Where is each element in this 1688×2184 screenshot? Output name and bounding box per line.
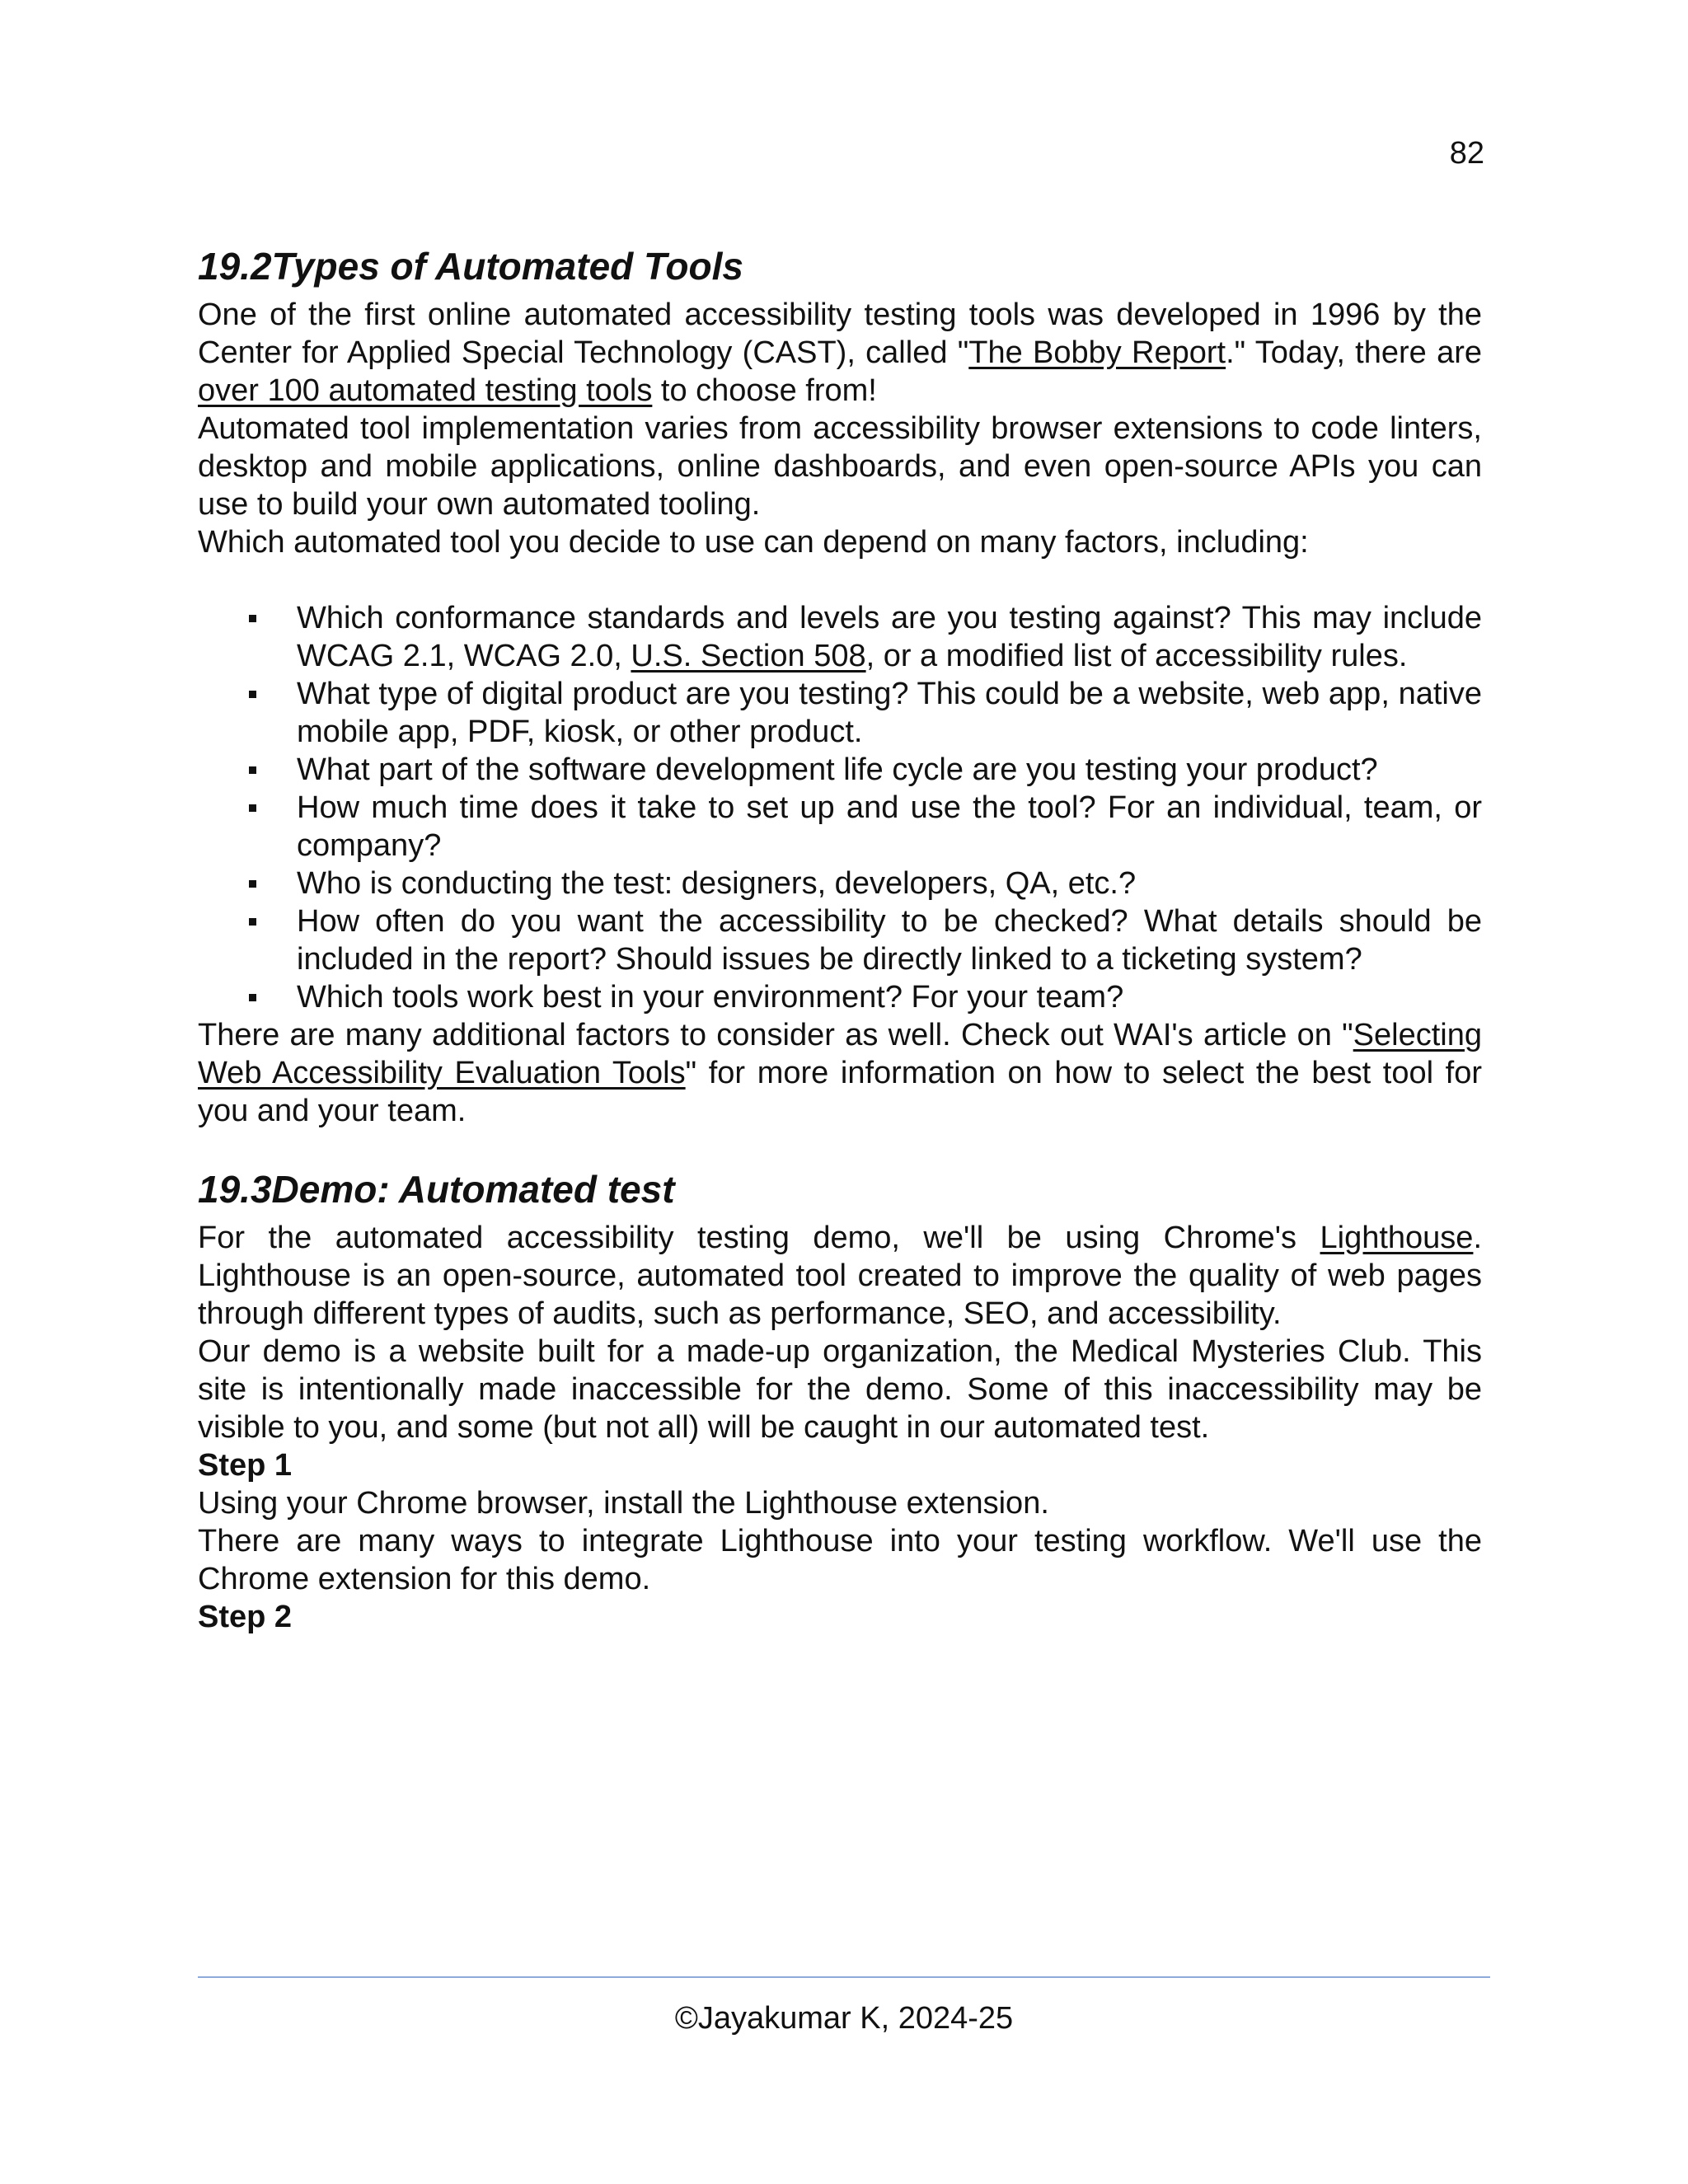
paragraph-lighthouse <box>198 1219 1482 1333</box>
text: One of the first online automated accessibility testing tools was developed in 1996 by the Center for Applied Special Technology (CAST), called " <box>198 298 1482 370</box>
list-item: How much time does it take to set up and use the tool? For an individual, team, or company? <box>198 789 1482 865</box>
paragraph-factors-intro: Which automated tool you decide to use can depend on many factors, including: <box>198 525 1309 560</box>
page-number: 82 <box>1449 136 1484 171</box>
text: ." Today, there are <box>1226 335 1482 370</box>
list-item: Who is conducting the test: designers, developers, QA, etc.? <box>198 865 1482 902</box>
list-item: What part of the software development life cycle are you testing your product? <box>198 751 1482 789</box>
paragraph-implementation: Automated tool implementation varies from accessibility browser extensions to code linters, desktop and mobile applications, online dashboards, and even open-source APIs you can use to build your own automated tooling. <box>198 411 1482 522</box>
bobby-report-link[interactable]: The Bobby Report <box>968 335 1226 370</box>
paragraph-additional-factors <box>198 1016 1482 1130</box>
text: . Lighthouse is an open-source, automated tool created to improve the quality of web pages through different types of audits, such as performance, SEO, and accessibility. <box>198 1221 1482 1331</box>
paragraph-demo-site: Our demo is a website built for a made-up organization, the Medical Mysteries Club. This site is intentionally made inaccessible for the demo. Some of this inaccessibility may be visible to you, and some (but not all) will be caught in our automated test. <box>198 1334 1482 1445</box>
text: " for more information on how to select the best tool for you and your team. <box>198 1056 1482 1128</box>
footer-copyright: ©Jayakumar K, 2024-25 <box>674 2001 1014 2036</box>
list-item <box>198 599 1482 675</box>
text: to choose from! <box>652 373 877 408</box>
section-title: Demo: Automated test <box>271 1168 675 1211</box>
text: , or a modified list of accessibility rules. <box>865 639 1408 673</box>
section-title: Types of Automated Tools <box>271 245 743 288</box>
step-1-note: There are many ways to integrate Lighthouse into your testing workflow. We'll use the Chrome extension for this demo. <box>198 1524 1482 1596</box>
text: There are many additional factors to consider as well. Check out WAI's article on " <box>198 1018 1353 1052</box>
section-508-link[interactable]: U.S. Section 508 <box>631 639 866 673</box>
section-heading-19-2 <box>198 243 1482 289</box>
list-item: What type of digital product are you testing? This could be a website, web app, native mobile app, PDF, kiosk, or other product. <box>198 675 1482 751</box>
automated-tools-link[interactable]: over 100 automated testing tools <box>198 373 653 408</box>
document-body <box>198 243 1482 1636</box>
text: Which conformance standards and levels are you testing against? This may include WCAG 2.1, WCAG 2.0, <box>297 601 1482 673</box>
list-item: How often do you want the accessibility to be checked? What details should be included in the report? Should issues be directly linked to a ticketing system? <box>198 902 1482 978</box>
lighthouse-link[interactable]: Lighthouse <box>1320 1221 1474 1255</box>
footer-divider <box>198 1976 1490 1978</box>
paragraph-history <box>198 296 1482 410</box>
step-1-instruction: Using your Chrome browser, install the Lighthouse extension. <box>198 1486 1049 1521</box>
step-1-label: Step 1 <box>198 1448 293 1483</box>
text: For the automated accessibility testing demo, we'll be using Chrome's <box>198 1221 1320 1255</box>
section-number: 19.3 <box>198 1168 272 1211</box>
selecting-tools-link[interactable]: Selecting Web Accessibility Evaluation Tools <box>198 1018 1482 1090</box>
list-item: Which tools work best in your environment? For your team? <box>198 978 1482 1016</box>
factors-list <box>198 599 1482 1016</box>
section-heading-19-3 <box>198 1166 1482 1212</box>
step-2-label: Step 2 <box>198 1600 293 1634</box>
section-number: 19.2 <box>198 245 272 288</box>
